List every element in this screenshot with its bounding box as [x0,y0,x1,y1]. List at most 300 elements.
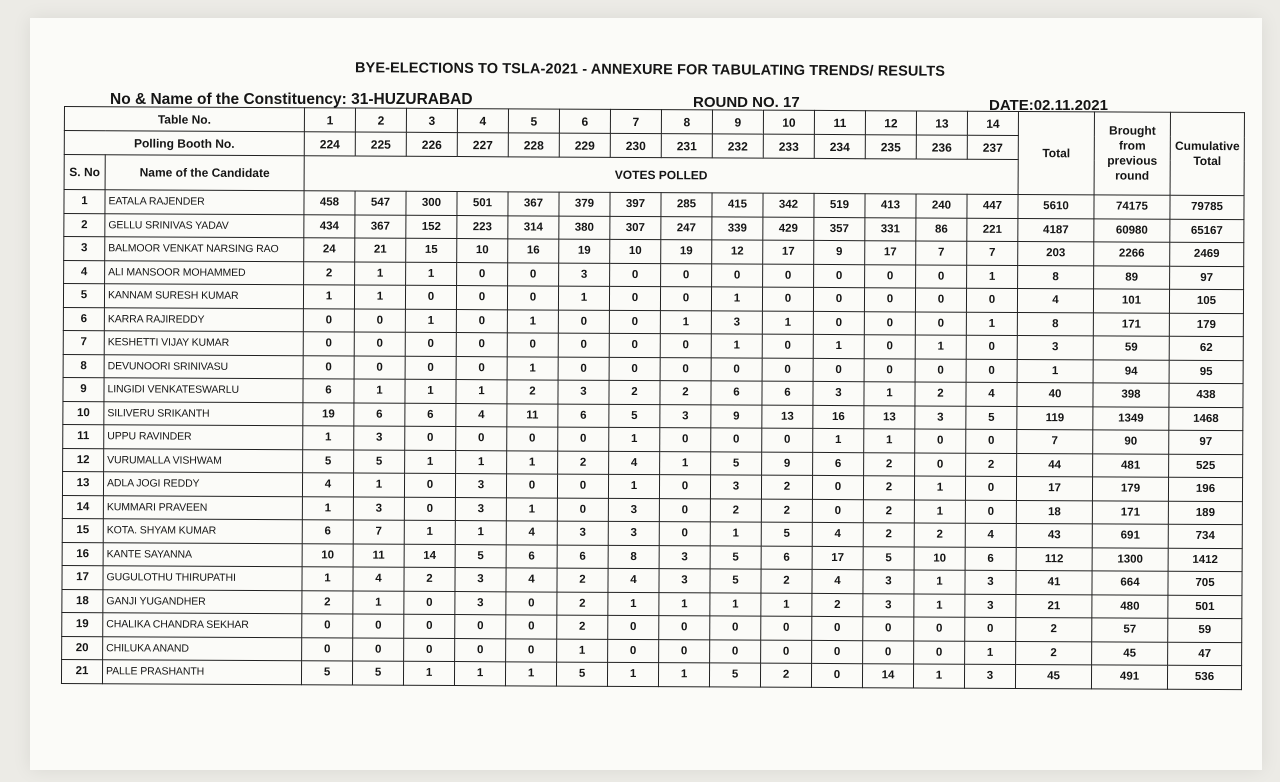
vote-count: 458 [304,191,355,215]
vote-count: 3 [863,593,914,617]
vote-count: 1 [302,567,353,591]
table-number: 10 [763,110,814,134]
vote-count: 2 [304,261,355,285]
vote-count: 247 [661,216,712,240]
serial-number: 12 [63,448,104,472]
vote-count: 11 [353,544,404,568]
vote-count: 0 [659,475,710,499]
vote-count: 223 [457,215,508,239]
vote-count: 2 [966,453,1017,477]
vote-count: 6 [354,403,405,427]
vote-count: 0 [506,615,557,639]
vote-count: 379 [559,192,610,216]
vote-count: 1 [761,593,812,617]
document-date: DATE:02.11.2021 [989,97,1108,114]
booth-number: 231 [661,134,712,158]
vote-count: 5 [352,661,403,685]
vote-count: 0 [456,427,507,451]
vote-count: 0 [303,308,354,332]
vote-count: 434 [304,214,355,238]
cumulative-total: 79785 [1170,195,1244,219]
vote-count: 19 [559,239,610,263]
sno-header: S. No [64,155,105,190]
vote-count: 1 [456,380,507,404]
table-number: 7 [610,109,661,133]
vote-count: 0 [865,264,916,288]
vote-count: 0 [864,311,915,335]
vote-count: 21 [355,238,406,262]
vote-count: 339 [712,216,763,240]
vote-count: 1 [354,379,405,403]
vote-count: 0 [659,616,710,640]
vote-count: 367 [508,192,559,216]
vote-count: 2 [761,499,812,523]
serial-number: 2 [64,213,105,237]
vote-count: 0 [711,428,762,452]
cumulative-total: 1468 [1169,407,1243,431]
vote-count: 0 [558,357,609,381]
vote-count: 0 [506,591,557,615]
vote-count: 11 [507,403,558,427]
brought-forward: 480 [1092,594,1168,618]
vote-count: 12 [712,240,763,264]
vote-count: 2 [914,523,965,547]
brought-forward: 691 [1092,524,1168,548]
vote-count: 1 [913,664,964,688]
vote-count: 1 [403,661,454,685]
round-total: 18 [1016,500,1092,524]
cumulative-total: 1412 [1168,548,1242,572]
table-number: 2 [355,108,406,132]
round-total: 5610 [1018,194,1094,218]
vote-count: 1 [914,499,965,523]
vote-count: 2 [864,452,915,476]
vote-count: 3 [660,404,711,428]
vote-count: 3 [353,497,404,521]
vote-count: 0 [863,617,914,641]
vote-count: 2 [915,382,966,406]
cumulative-total: 189 [1168,501,1242,525]
vote-count: 357 [814,217,865,241]
vote-count: 0 [354,356,405,380]
vote-count: 1 [607,662,658,686]
vote-count: 6 [711,381,762,405]
vote-count: 4 [965,523,1016,547]
vote-count: 0 [660,287,711,311]
vote-count: 1 [354,285,405,309]
vote-count: 221 [967,218,1018,242]
table-number: 13 [916,111,967,135]
vote-count: 0 [965,476,1016,500]
candidate-name: GANJI YUGANDHER [103,589,302,614]
table-number: 11 [814,110,865,134]
candidate-name: KANTE SAYANNA [103,542,302,567]
brought-forward: 398 [1093,383,1169,407]
document-title: BYE-ELECTIONS TO TSLA-2021 - ANNEXURE FOR TABULATING TRENDS/ RESULTS [354,60,946,80]
serial-number: 3 [64,237,105,261]
vote-count: 0 [814,264,865,288]
round-total: 2 [1016,641,1092,665]
vote-count: 1 [914,476,965,500]
vote-count: 16 [508,239,559,263]
serial-number: 21 [61,659,102,683]
vote-count: 0 [353,614,404,638]
vote-count: 0 [761,616,812,640]
vote-count: 8 [608,545,659,569]
round-total: 8 [1018,265,1094,289]
round-total: 1 [1017,359,1093,383]
serial-number: 18 [62,589,103,613]
vote-count: 0 [811,663,862,687]
vote-count: 447 [967,194,1018,218]
candidate-name: DEVUNOORI SRINIVASU [104,354,303,379]
vote-count: 0 [812,499,863,523]
vote-count: 6 [762,381,813,405]
vote-count: 1 [710,522,761,546]
vote-count: 2 [761,569,812,593]
cumulative-total: 525 [1169,454,1243,478]
vote-count: 1 [405,450,456,474]
vote-count: 0 [303,332,354,356]
vote-count: 1 [302,496,353,520]
vote-count: 1 [660,310,711,334]
vote-count: 0 [507,427,558,451]
vote-count: 0 [660,428,711,452]
serial-number: 20 [62,636,103,660]
vote-count: 0 [712,263,763,287]
brought-forward: 89 [1094,265,1170,289]
table-number: 8 [661,110,712,134]
candidate-name: KANNAM SURESH KUMAR [104,284,303,309]
round-number: ROUND NO. 17 [693,94,800,111]
serial-number: 5 [63,284,104,308]
candidate-name: EATALA RAJENDER [105,190,304,215]
round-total: 4187 [1018,218,1094,242]
vote-count: 367 [355,215,406,239]
round-total: 8 [1017,312,1093,336]
booth-number: 234 [814,134,865,158]
vote-count: 3 [965,570,1016,594]
vote-count: 5 [609,404,660,428]
candidate-name: KUMMARI PRAVEEN [103,495,302,520]
vote-count: 1 [406,262,457,286]
booth-number: 230 [610,133,661,157]
table-number: 1 [304,108,355,132]
booth-number: 228 [508,133,559,157]
vote-count: 0 [710,639,761,663]
brought-forward: 60980 [1094,218,1170,242]
vote-count: 0 [863,640,914,664]
vote-count: 6 [813,452,864,476]
vote-count: 5 [455,544,506,568]
vote-count: 3 [559,263,610,287]
serial-number: 15 [62,518,103,542]
vote-count: 380 [559,216,610,240]
vote-count: 0 [558,427,609,451]
vote-count: 285 [661,193,712,217]
cumulative-total: 97 [1169,430,1243,454]
vote-count: 0 [404,614,455,638]
vote-count: 0 [609,286,660,310]
vote-count: 2 [660,381,711,405]
brought-forward: 171 [1093,312,1169,336]
table-no-label: Table No. [64,107,304,132]
vote-count: 0 [456,286,507,310]
cumulative-total: 196 [1168,477,1242,501]
vote-count: 240 [916,194,967,218]
vote-count: 0 [405,332,456,356]
vote-count: 1 [608,592,659,616]
cumulative-total: 705 [1168,571,1242,595]
vote-count: 0 [762,428,813,452]
vote-count: 86 [916,217,967,241]
vote-count: 14 [862,664,913,688]
vote-count: 3 [608,521,659,545]
vote-count: 0 [609,357,660,381]
vote-count: 6 [405,403,456,427]
vote-count: 1 [303,426,354,450]
vote-count: 0 [812,640,863,664]
vote-count: 0 [455,615,506,639]
candidate-name: ADLA JOGI REDDY [103,472,302,497]
vote-count: 0 [506,474,557,498]
table-number: 6 [559,109,610,133]
candidate-name: KARRA RAJIREDDY [104,307,303,332]
vote-count: 3 [711,310,762,334]
vote-count: 1 [505,662,556,686]
vote-count: 0 [914,617,965,641]
vote-count: 0 [915,358,966,382]
vote-count: 2 [710,498,761,522]
vote-count: 9 [814,240,865,264]
brought-forward: 171 [1092,500,1168,524]
vote-count: 0 [660,357,711,381]
round-total: 40 [1017,382,1093,406]
vote-count: 1 [507,356,558,380]
vote-count: 6 [761,546,812,570]
vote-count: 0 [864,358,915,382]
vote-count: 0 [302,637,353,661]
candidate-name: BALMOOR VENKAT NARSING RAO [105,237,304,262]
serial-number: 17 [62,565,103,589]
brought-forward: 481 [1093,453,1169,477]
vote-count: 0 [508,262,559,286]
vote-count: 429 [763,217,814,241]
vote-count: 331 [865,217,916,241]
vote-count: 0 [457,262,508,286]
vote-count: 1 [557,639,608,663]
vote-count: 0 [915,429,966,453]
vote-count: 0 [966,359,1017,383]
vote-count: 0 [661,263,712,287]
vote-count: 0 [354,309,405,333]
vote-count: 0 [762,358,813,382]
cumulative-total: 65167 [1170,219,1244,243]
vote-count: 1 [609,427,660,451]
vote-count: 17 [865,241,916,265]
booth-number: 227 [457,133,508,157]
vote-count: 0 [966,429,1017,453]
vote-count: 5 [863,546,914,570]
brought-forward: 1300 [1092,547,1168,571]
vote-count: 2 [863,523,914,547]
vote-count: 0 [813,358,864,382]
serial-number: 13 [62,471,103,495]
vote-count: 0 [915,288,966,312]
vote-count: 0 [609,310,660,334]
round-total: 43 [1016,523,1092,547]
vote-count: 5 [303,449,354,473]
cumulative-total: 97 [1170,266,1244,290]
round-total: 3 [1017,335,1093,359]
vote-count: 1 [762,311,813,335]
vote-count: 1 [914,593,965,617]
vote-count: 0 [353,638,404,662]
vote-count: 10 [610,239,661,263]
candidate-name: ALI MANSOOR MOHAMMED [105,260,304,285]
candidate-name: GELLU SRINIVAS YADAV [105,213,304,238]
candidate-name: UPPU RAVINDER [104,425,303,450]
vote-count: 7 [916,241,967,265]
vote-count: 2 [404,567,455,591]
serial-number: 9 [63,377,104,401]
vote-count: 0 [455,638,506,662]
vote-count: 0 [914,640,965,664]
vote-count: 6 [506,544,557,568]
vote-count: 2 [863,499,914,523]
vote-count: 0 [456,356,507,380]
vote-count: 415 [712,193,763,217]
vote-count: 7 [967,241,1018,265]
vote-count: 1 [864,382,915,406]
vote-count: 3 [608,498,659,522]
round-total: 45 [1015,664,1091,688]
vote-count: 2 [557,615,608,639]
vote-count: 0 [763,264,814,288]
vote-count: 0 [965,617,1016,641]
vote-count: 0 [915,311,966,335]
vote-count: 10 [457,239,508,263]
vote-count: 1 [456,450,507,474]
serial-number: 8 [63,354,104,378]
vote-count: 15 [406,238,457,262]
vote-count: 5 [354,450,405,474]
vote-count: 6 [965,547,1016,571]
results-table-body [61,107,1244,690]
vote-count: 5 [761,522,812,546]
vote-count: 3 [659,569,710,593]
vote-count: 0 [659,522,710,546]
vote-count: 3 [915,405,966,429]
vote-count: 3 [455,591,506,615]
vote-count: 0 [965,500,1016,524]
vote-count: 413 [865,194,916,218]
vote-count: 0 [405,426,456,450]
vote-count: 0 [659,639,710,663]
vote-count: 5 [709,663,760,687]
vote-count: 1 [914,570,965,594]
booth-number: 229 [559,133,610,157]
vote-count: 4 [608,568,659,592]
brought-forward: 90 [1093,430,1169,454]
vote-count: 0 [966,335,1017,359]
booth-number: 237 [967,135,1018,159]
vote-count: 0 [762,287,813,311]
vote-count: 0 [812,475,863,499]
vote-count: 0 [557,498,608,522]
round-total: 21 [1016,594,1092,618]
vote-count: 2 [760,663,811,687]
vote-count: 0 [761,640,812,664]
vote-count: 0 [303,355,354,379]
vote-count: 519 [814,193,865,217]
vote-count: 4 [506,521,557,545]
booth-number: 235 [865,135,916,159]
vote-count: 0 [864,335,915,359]
vote-count: 3 [863,570,914,594]
candidate-name: KOTA. SHYAM KUMAR [103,519,302,544]
constituency-label: No & Name of the Constituency: 31-HUZURABAD [110,91,473,108]
vote-count: 547 [355,191,406,215]
results-table [61,106,1245,690]
vote-count: 3 [455,568,506,592]
brought-forward: 101 [1093,289,1169,313]
booth-number: 225 [355,132,406,156]
serial-number: 4 [64,260,105,284]
brought-forward: 45 [1092,641,1168,665]
vote-count: 14 [404,544,455,568]
booth-number: 232 [712,134,763,158]
vote-count: 0 [302,614,353,638]
round-total: 4 [1017,288,1093,312]
vote-count: 1 [303,285,354,309]
vote-count: 0 [864,288,915,312]
vote-count: 1 [711,287,762,311]
vote-count: 19 [661,240,712,264]
vote-count: 4 [302,473,353,497]
brought-forward: 74175 [1094,195,1170,219]
vote-count: 2 [557,592,608,616]
table-number: 14 [967,111,1018,135]
brought-forward: 179 [1092,477,1168,501]
vote-count: 1 [710,592,761,616]
vote-count: 6 [558,404,609,428]
vote-count: 2 [302,590,353,614]
vote-count: 2 [507,380,558,404]
vote-count: 1 [454,662,505,686]
vote-count: 1 [353,473,404,497]
vote-count: 1 [864,429,915,453]
candidate-name-header: Name of the Candidate [105,155,304,191]
vote-count: 0 [506,638,557,662]
vote-count: 19 [303,402,354,426]
round-total: 119 [1017,406,1093,430]
serial-number: 6 [63,307,104,331]
serial-number: 11 [63,424,104,448]
vote-count: 397 [610,192,661,216]
vote-count: 4 [609,451,660,475]
brought-header: Brought from previous round [1094,112,1170,195]
vote-count: 0 [609,333,660,357]
cumulative-total: 105 [1169,289,1243,313]
vote-count: 4 [966,382,1017,406]
vote-count: 0 [608,639,659,663]
vote-count: 17 [763,240,814,264]
cumulative-total: 501 [1168,595,1242,619]
vote-count: 7 [353,520,404,544]
polling-booth-label: Polling Booth No. [64,131,304,156]
vote-count: 17 [812,546,863,570]
